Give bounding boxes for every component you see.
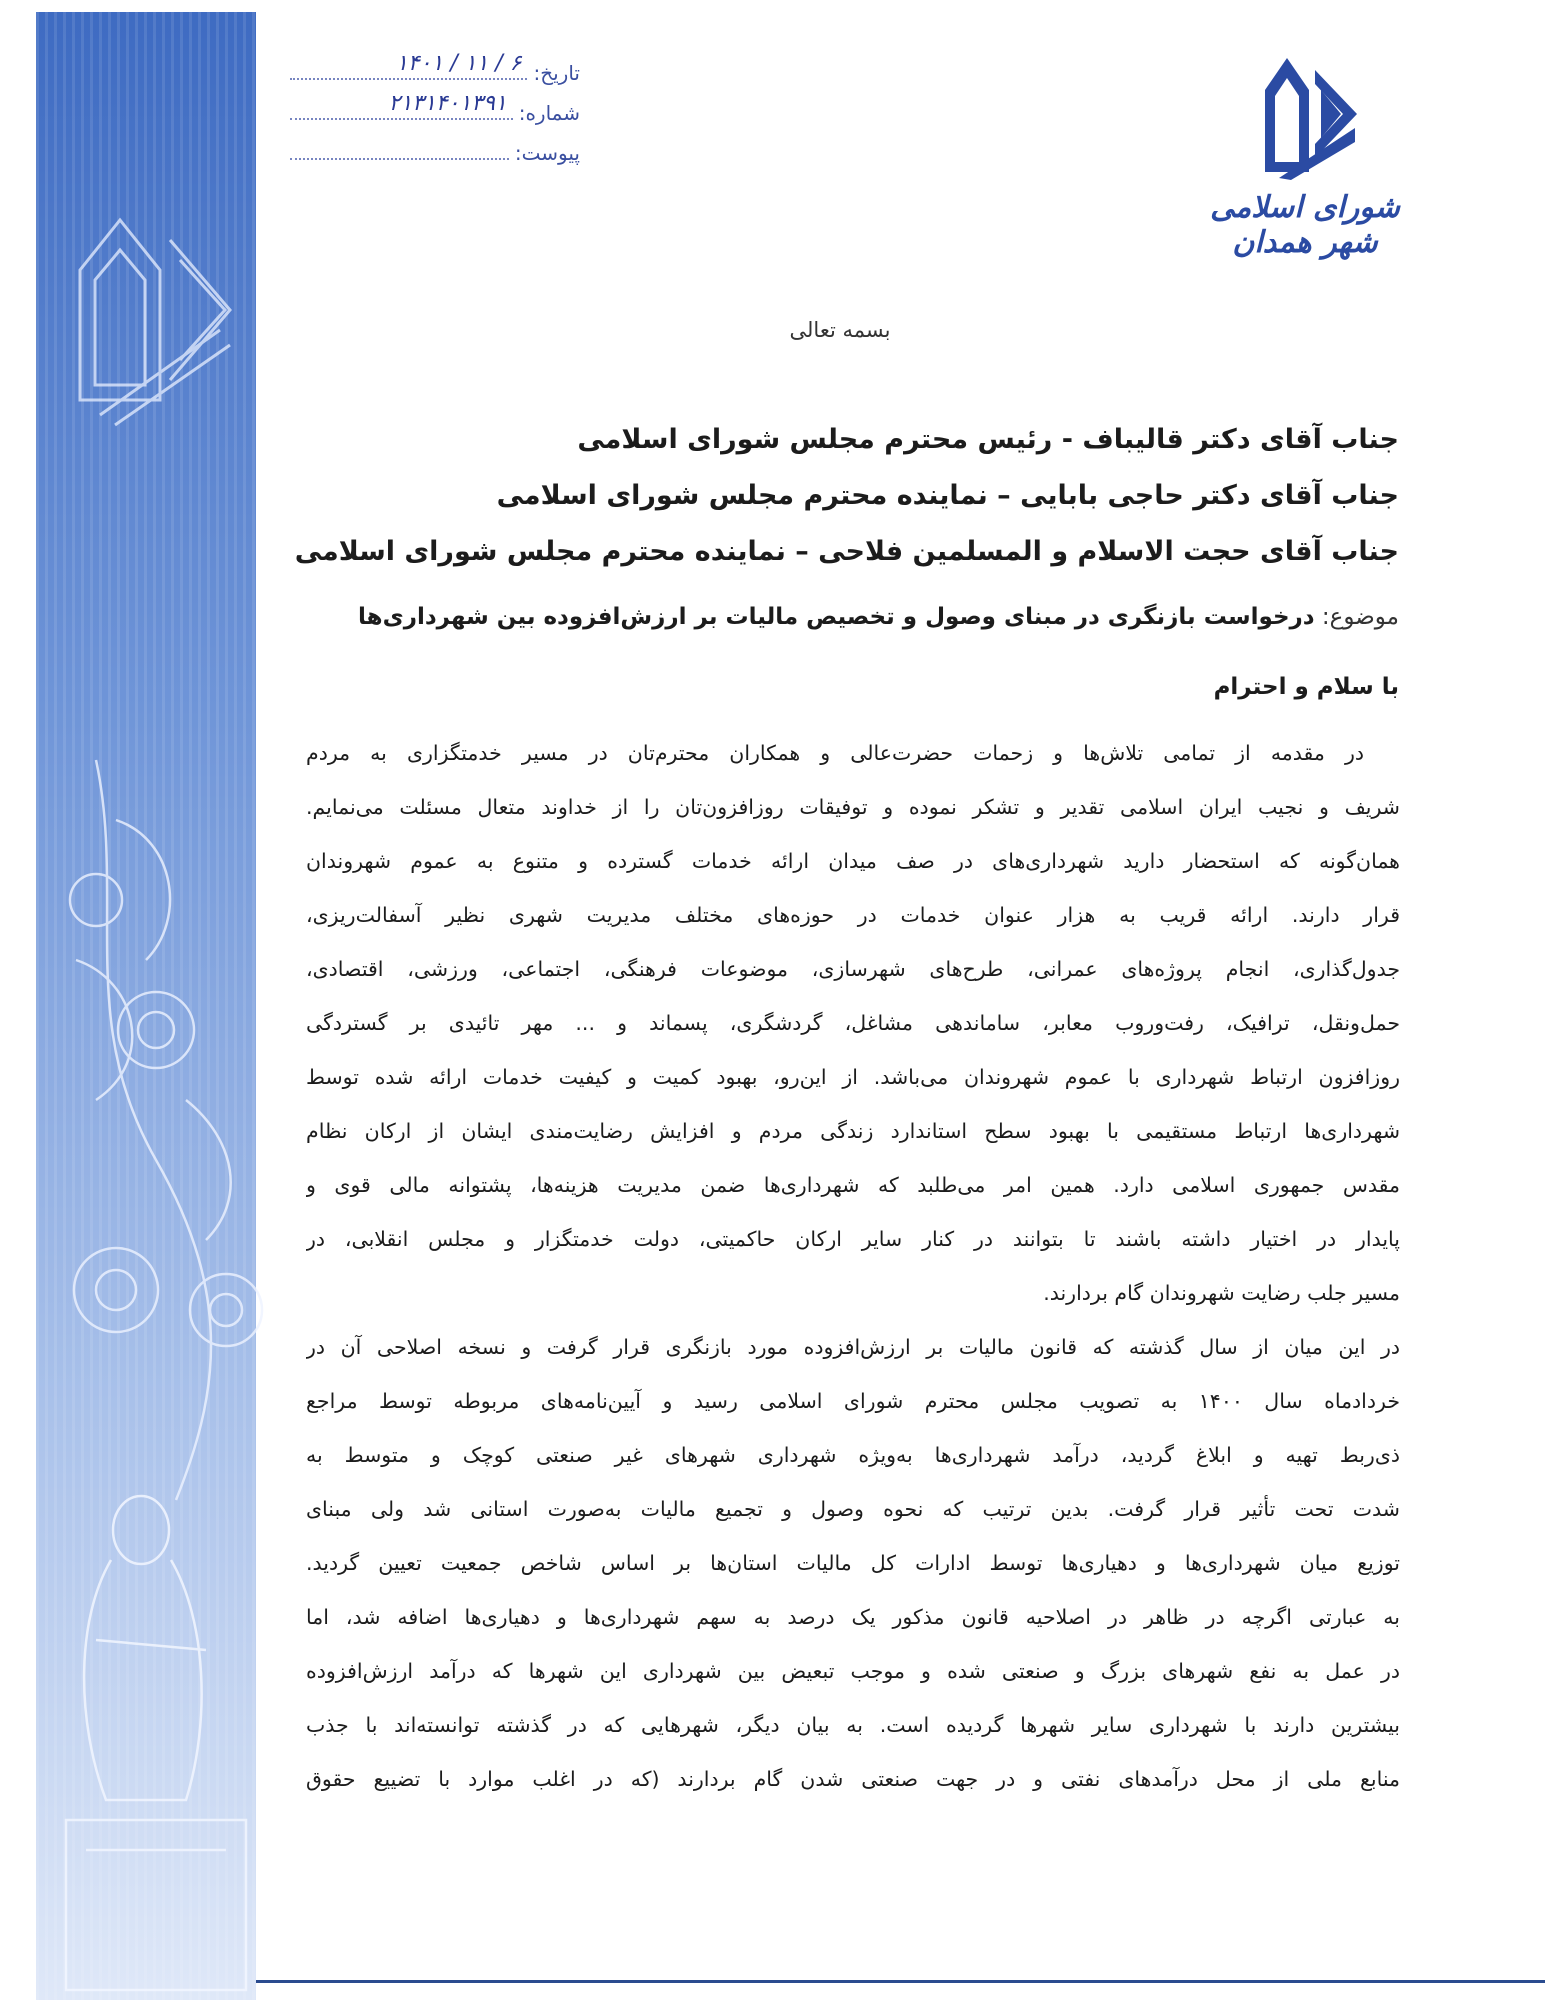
recipient-line: جناب آقای حجت الاسلام و المسلمین فلاحی – نماینده محترم مجلس شورای اسلامی xyxy=(294,536,1399,567)
salutation: با سلام و احترام xyxy=(1213,674,1399,700)
body-line: حمل‌ونقل، ترافیک، رفت‌وروب معابر، ساماندهی مشاغل، گردشگری، پسماند و ... مهر تائیدی بر گستردگی xyxy=(306,1011,1400,1035)
recipient-line: جناب آقای دکتر قالیباف - رئیس محترم مجلس شورای اسلامی xyxy=(577,424,1399,455)
letterhead-brand xyxy=(1185,50,1425,260)
body-line: مسیر جلب رضایت شهروندان گام بردارند. xyxy=(1043,1281,1400,1305)
body-line: به عبارتی اگرچه در ظاهر در اصلاحیه قانون مذکور یک درصد به سهم شهرداری‌ها و دهیاری‌ها اضافه شد، اما xyxy=(306,1605,1400,1629)
body-line: در مقدمه از تمامی تلاش‌ها و زحمات حضرت‌عالی و همکاران محترم‌تان در مسیر خدمتگزاری به مردم xyxy=(306,741,1364,765)
body-line: در عمل به نفع شهرهای بزرگ و صنعتی شده و موجب تبعیض بین شهرداری این شهرها که درآمد ارزش‌افزوده xyxy=(306,1659,1400,1683)
body-line: قرار دارند. ارائه قریب به هزار عنوان خدمات در حوزه‌های مختلف مدیریت شهری نظیر آسفالت‌ریزی، xyxy=(306,903,1400,927)
footer-rule xyxy=(256,1980,1545,1983)
body-line: شهرداری‌ها ارتباط مستقیمی با بهبود سطح استاندارد زندگی مردم و افزایش رضایت‌مندی ایشان از ارکان نظام xyxy=(306,1119,1400,1143)
council-logo-icon xyxy=(1257,50,1361,180)
subject-line xyxy=(259,604,1399,630)
date-value: ۱۴۰۱ / ۱۱ / ۶ xyxy=(395,51,522,76)
body-line: پایدار در اختیار داشته باشند تا بتوانند در کنار سایر ارکان حاکمیتی، دولت خدمتگزار و مجلس انقلابی، در xyxy=(306,1227,1400,1251)
attachment-row xyxy=(290,136,580,176)
body-line: شدت تحت تأثیر قرار گرفت. بدین ترتیب که نحوه وصول و تجمیع مالیات به‌صورت استانی شد ولی مبنای xyxy=(306,1497,1400,1521)
date-label: تاریخ: xyxy=(533,61,580,85)
recipient-line: جناب آقای دکتر حاجی بابایی – نماینده محترم مجلس شورای اسلامی xyxy=(496,480,1399,511)
body-line: روزافزون ارتباط شهرداری با عموم شهروندان می‌باشد. از این‌رو، بهبود کمیت و کیفیت خدمات ارائه شده توسط xyxy=(306,1065,1400,1089)
body-line: توزیع میان شهرداری‌ها و دهیاری‌ها توسط ادارات کل مالیات استان‌ها بر اساس شاخص جمعیت تعیین گردید. xyxy=(306,1551,1400,1575)
letter-body xyxy=(306,726,1400,1806)
recipients xyxy=(294,412,1399,580)
letter-meta xyxy=(290,51,580,176)
body-line: ذی‌ربط تهیه و ابلاغ گردید، درآمد شهرداری‌ها به‌ویژه شهرداری شهرهای غیر صنعتی کوچک و متوسط به xyxy=(306,1443,1400,1467)
body-line: خردادماه سال ۱۴۰۰ به تصویب مجلس محترم شورای اسلامی رسید و آیین‌نامه‌های مربوطه توسط مراجع xyxy=(306,1389,1400,1413)
body-line: منابع ملی از محل درآمدهای نفتی و در جهت صنعتی شدن گام بردارند (که در اغلب موارد با تضییع حقوق xyxy=(306,1767,1400,1791)
date-row xyxy=(290,51,580,96)
number-row xyxy=(290,91,580,136)
number-value: ۲۱۳۱۴۰۱۳۹۱ xyxy=(388,91,507,116)
subject-label: موضوع: xyxy=(1321,604,1399,630)
number-label: شماره: xyxy=(518,101,580,125)
body-line: شریف و نجیب ایران اسلامی تقدیر و تشکر نموده و توفیقات روزافزون‌تان را از خداوند متعال مسئلت می‌نمایم. xyxy=(306,795,1400,819)
body-line: بیشترین دارند با شهرداری سایر شهرها گردیده است. به بیان دیگر، شهرهایی که در گذشته توانسته‌اند با جذب xyxy=(306,1713,1400,1737)
subject-text: درخواست بازنگری در مبنای وصول و تخصیص مالیات بر ارزش‌افزوده بین شهرداری‌ها xyxy=(358,604,1315,630)
council-name: شورای اسلامی شهر همدان xyxy=(1210,190,1400,260)
body-line: جدول‌گذاری، انجام پروژه‌های عمرانی، طرح‌های شهرسازی، موضوعات فرهنگی، اجتماعی، ورزشی، اقتصادی، xyxy=(306,957,1400,981)
body-line: همان‌گونه که استحضار دارید شهرداری‌های در صف میدان ارائه خدمات گسترده و متنوع به عموم شهروندان xyxy=(306,849,1400,873)
body-line: در این میان از سال گذشته که قانون مالیات بر ارزش‌افزوده مورد بازنگری قرار گرفت و نسخه اصلاحی آن در xyxy=(306,1335,1400,1359)
invocation: بسمه تعالی xyxy=(789,318,891,342)
floral-ornament-icon xyxy=(36,200,266,2000)
statue-ornament-icon xyxy=(66,1496,246,1990)
body-line: مقدس جمهوری اسلامی دارد. همین امر می‌طلبد که شهرداری‌ها ضمن مدیریت هزینه‌ها، پشتوانه مالی قوی و xyxy=(306,1173,1400,1197)
attachment-label: پیوست: xyxy=(514,141,580,165)
